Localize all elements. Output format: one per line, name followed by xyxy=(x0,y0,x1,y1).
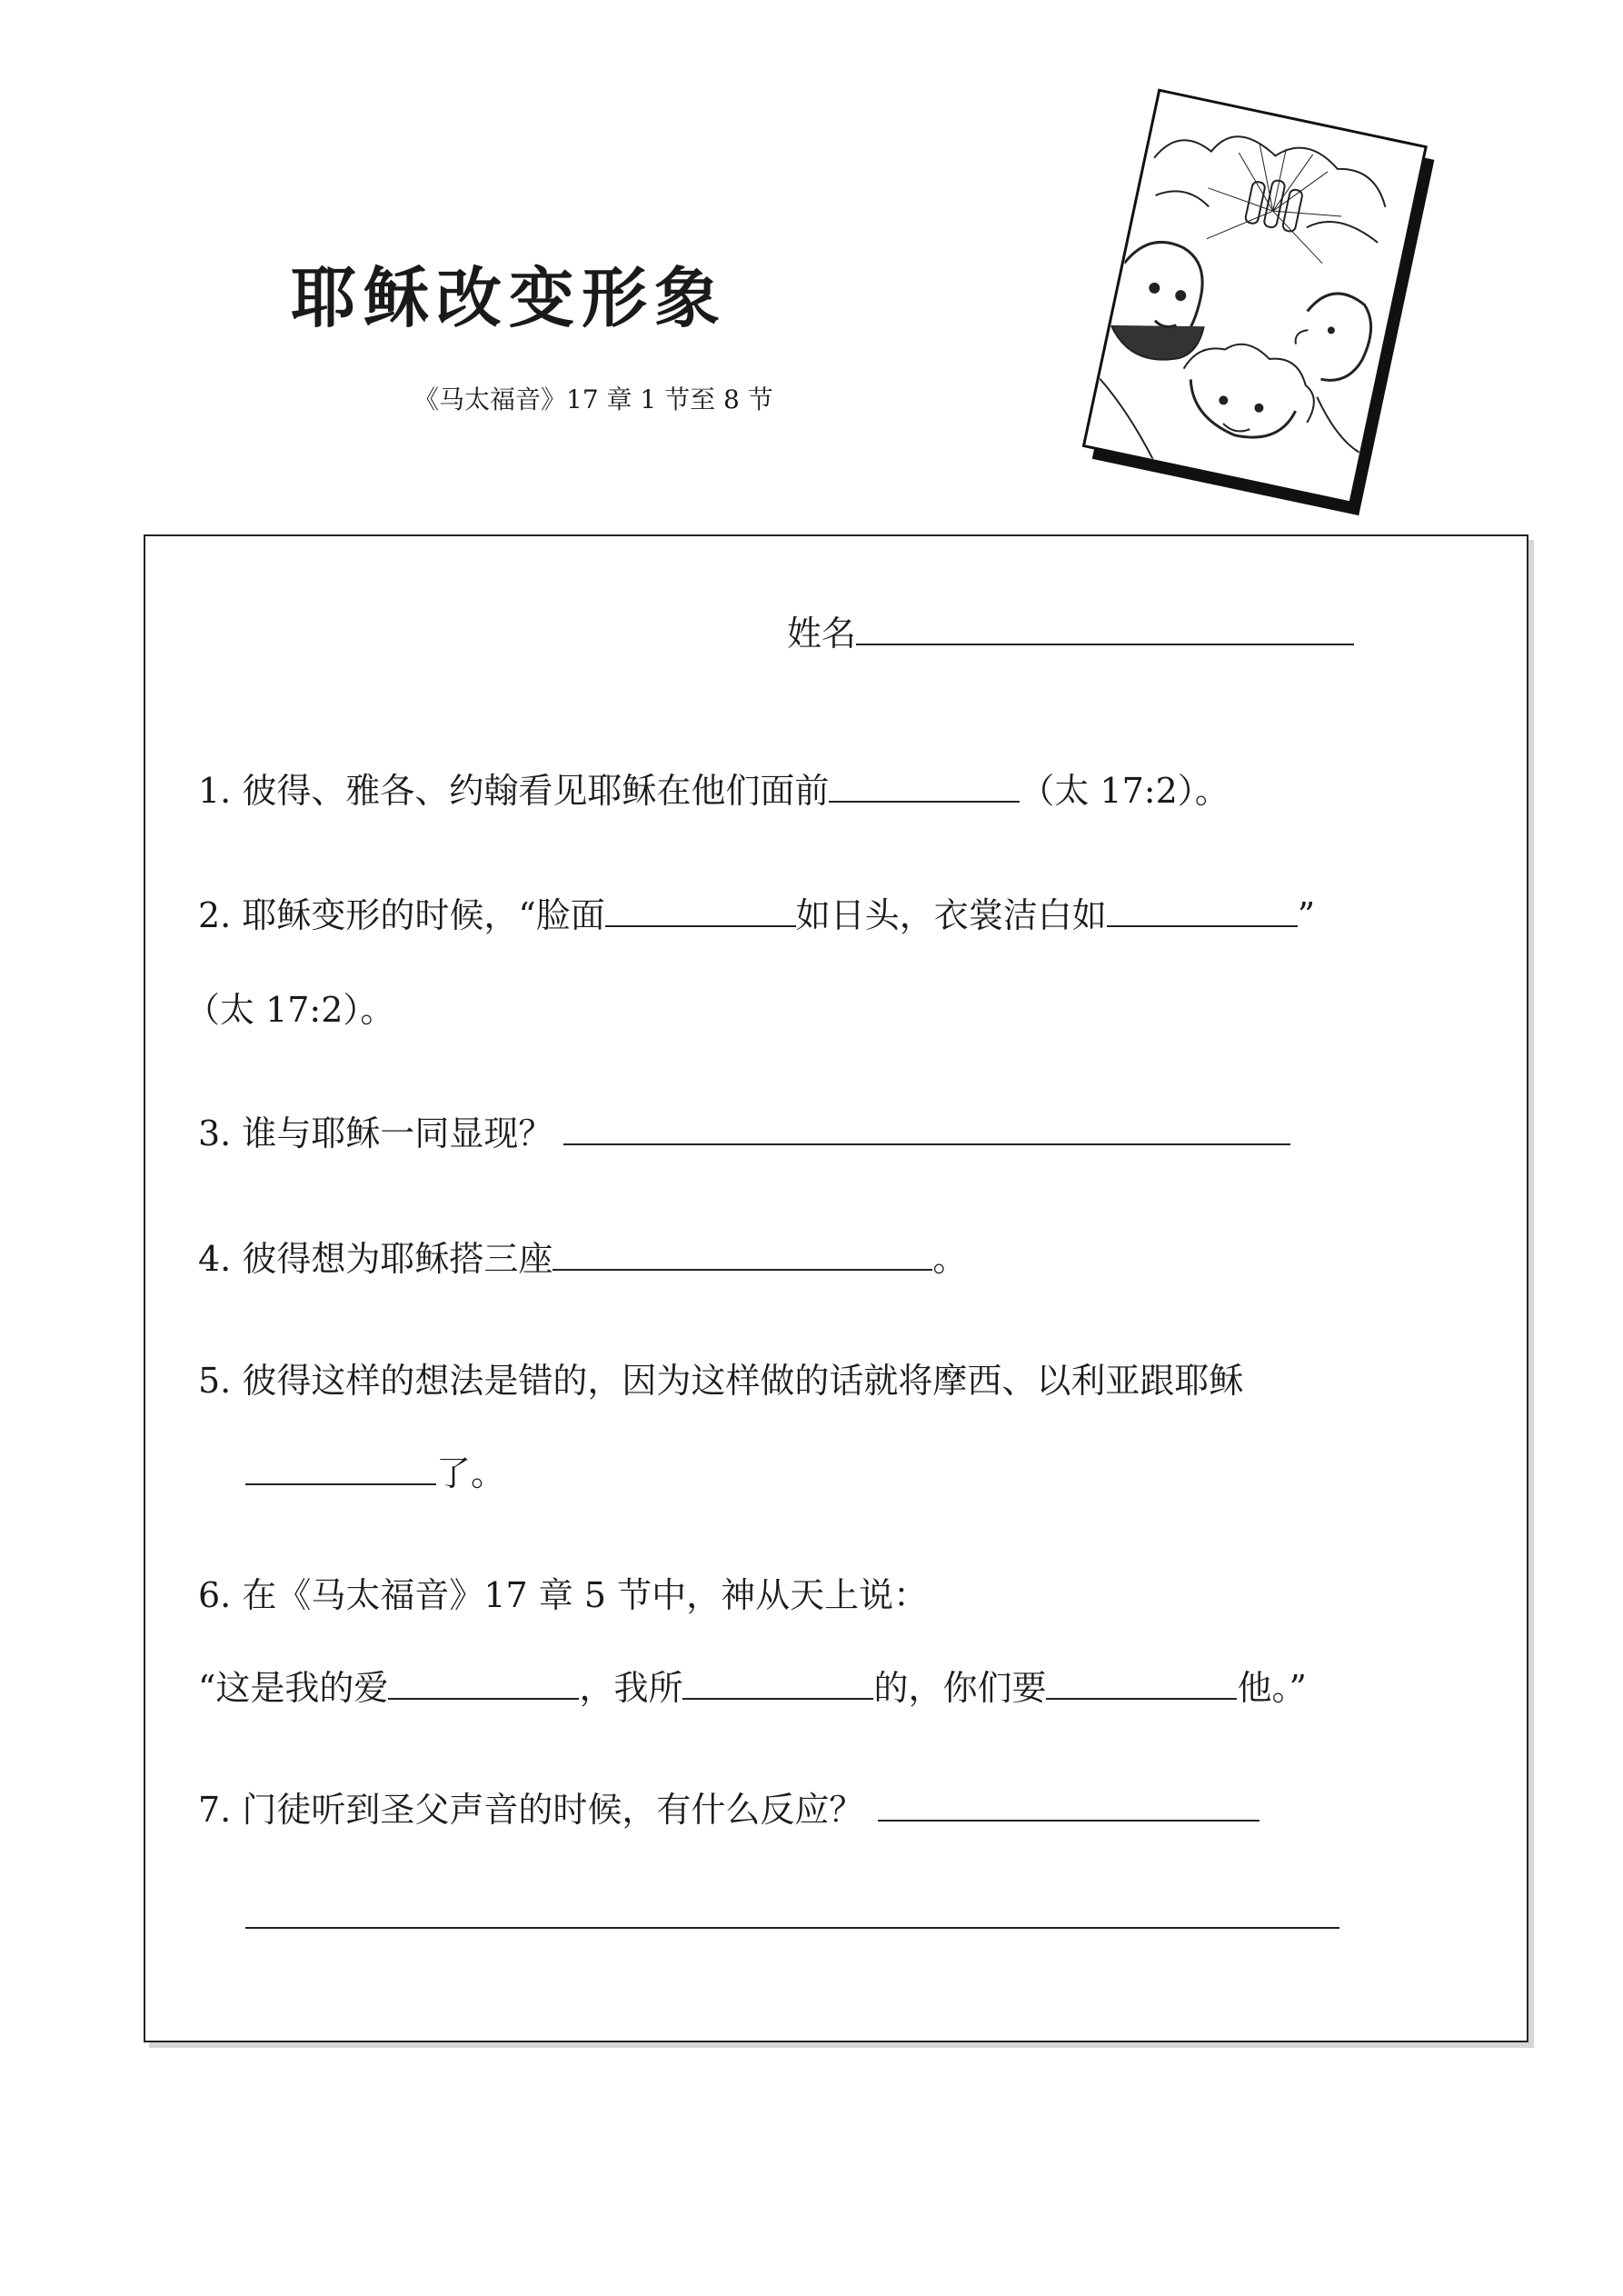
name-label: 姓名 xyxy=(787,614,857,654)
question-2-text: 2. 耶稣变形的时候，“脸面 xyxy=(198,895,605,935)
question-1-ref: （太 17:2）。 xyxy=(1020,771,1230,811)
question-2-close-quote: ” xyxy=(1297,895,1316,935)
question-5-end: 了。 xyxy=(436,1453,506,1493)
question-6-blank-1[interactable] xyxy=(388,1665,579,1700)
question-3-blank[interactable] xyxy=(563,1111,1290,1145)
question-7 xyxy=(198,1787,1260,1832)
scripture-reference: 《马太福音》17 章 1 节至 8 节 xyxy=(413,384,773,414)
question-6 xyxy=(198,1572,928,1618)
question-6-blank-3[interactable] xyxy=(1046,1665,1237,1700)
question-5-text: 5. 彼得这样的想法是错的，因为这样做的话就将摩西、以利亚跟耶稣 xyxy=(198,1361,1244,1401)
question-7-blank-1[interactable] xyxy=(878,1787,1260,1822)
question-6-quote-1: “这是我的爱 xyxy=(198,1668,389,1708)
question-2-blank-1[interactable] xyxy=(605,893,796,927)
question-1-blank[interactable] xyxy=(829,768,1020,803)
question-5 xyxy=(198,1358,1243,1403)
question-6-blank-2[interactable] xyxy=(682,1665,873,1700)
question-2 xyxy=(198,893,1315,938)
question-3-text: 3. 谁与耶稣一同显现？ xyxy=(198,1113,553,1153)
question-6-quote-4: 他。” xyxy=(1237,1668,1307,1708)
question-4-blank[interactable] xyxy=(553,1236,932,1271)
question-2-text-2: 如日头，衣裳洁白如 xyxy=(795,895,1107,935)
question-1-text: 1. 彼得、雅各、约翰看见耶稣在他们面前 xyxy=(198,771,830,811)
question-4-text: 4. 彼得想为耶稣搭三座 xyxy=(198,1239,553,1279)
transfiguration-illustration xyxy=(1063,82,1445,518)
question-1 xyxy=(198,768,1230,814)
question-5-line-2 xyxy=(245,1451,505,1496)
question-7-text: 7. 门徒听到圣父声音的时候，有什么反应？ xyxy=(198,1790,864,1830)
name-row xyxy=(787,611,1354,656)
question-3 xyxy=(198,1111,1290,1156)
question-2-ref: （太 17:2）。 xyxy=(185,990,395,1030)
question-6-quote-2: ，我所 xyxy=(579,1668,683,1708)
name-field[interactable] xyxy=(856,611,1354,645)
page-title: 耶稣改变形象 xyxy=(291,260,728,336)
question-2-blank-2[interactable] xyxy=(1107,893,1298,927)
question-6-line-2 xyxy=(198,1665,1307,1711)
question-6-quote-3: 的，你们要 xyxy=(873,1668,1047,1708)
question-6-text: 6. 在《马太福音》17 章 5 节中，神从天上说： xyxy=(198,1575,929,1615)
question-4 xyxy=(198,1236,967,1282)
question-4-end: 。 xyxy=(932,1239,968,1279)
question-5-blank[interactable] xyxy=(245,1451,436,1485)
question-7-blank-2[interactable] xyxy=(245,1927,1339,1929)
